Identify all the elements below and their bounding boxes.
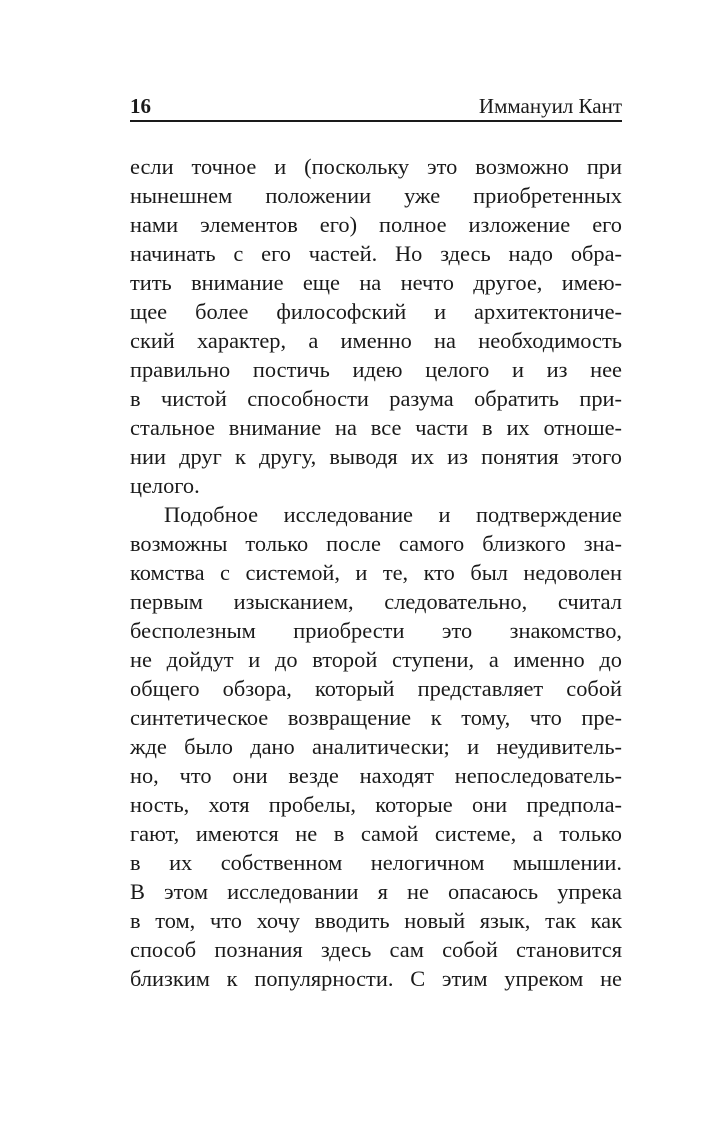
running-title: Иммануил Кант — [478, 94, 622, 118]
body-text — [130, 152, 622, 993]
text-line: стальное внимание на все части в их отноше- — [130, 415, 622, 440]
text-line: нынешнем положении уже приобретенных — [130, 183, 622, 208]
text-line: бесполезным приобрести это знакомство, — [130, 618, 622, 643]
text-line: нами элементов его) полное изложение его — [130, 212, 622, 237]
text-line: первым изысканием, следовательно, считал — [130, 589, 622, 614]
paragraph-2 — [130, 500, 622, 993]
text-line: начинать с его частей. Но здесь надо обра- — [130, 241, 622, 266]
text-line: не дойдут и до второй ступени, а именно до — [130, 647, 622, 672]
text-line: но, что они везде находят непоследователь- — [130, 763, 622, 788]
text-line: способ познания здесь сам собой становится — [130, 937, 622, 962]
text-line: тить внимание еще на нечто другое, имею- — [130, 270, 622, 295]
text-line: синтетическое возвращение к тому, что пре- — [130, 705, 622, 730]
text-line: в том, что хочу вводить новый язык, так как — [130, 908, 622, 933]
text-line: В этом исследовании я не опасаюсь упрека — [130, 879, 622, 904]
text-line: правильно постичь идею целого и из нее — [130, 357, 622, 382]
text-line: возможны только после самого близкого зна- — [130, 531, 622, 556]
text-line: близким к популярности. С этим упреком не — [130, 966, 622, 991]
text-line: комства с системой, и те, кто был недоволен — [130, 560, 622, 585]
text-line: ский характер, а именно на необходимость — [130, 328, 622, 353]
text-line: если точное и (поскольку это возможно при — [130, 154, 622, 179]
text-line: в чистой способности разума обратить при- — [130, 386, 622, 411]
paragraph-1 — [130, 152, 622, 500]
running-head — [130, 92, 622, 122]
text-line: гают, имеются не в самой системе, а только — [130, 821, 622, 846]
page-number: 16 — [130, 94, 151, 118]
text-line: ность, хотя пробелы, которые они предпола- — [130, 792, 622, 817]
text-line: целого. — [130, 473, 200, 498]
text-line: Подобное исследование и подтверждение — [164, 502, 622, 527]
text-line: жде было дано аналитически; и неудивитель- — [130, 734, 622, 759]
text-line: общего обзора, который представляет собой — [130, 676, 622, 701]
book-page — [130, 92, 622, 1092]
text-line: щее более философский и архитектониче- — [130, 299, 622, 324]
text-line: в их собственном нелогичном мышлении. — [130, 850, 622, 875]
text-line: нии друг к другу, выводя их из понятия этого — [130, 444, 622, 469]
